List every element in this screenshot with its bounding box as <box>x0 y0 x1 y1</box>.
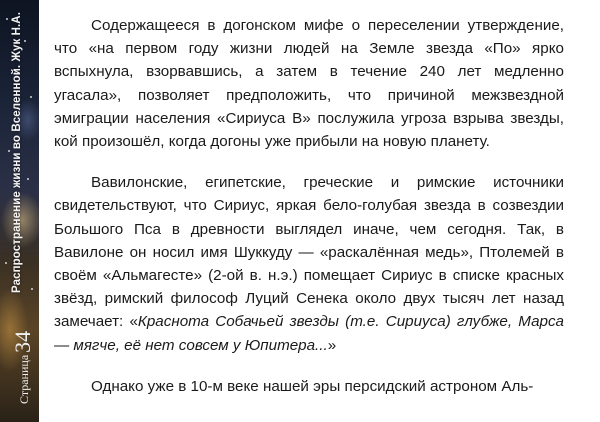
page-label: Страница <box>17 354 31 404</box>
decorative-side-strip <box>0 0 39 422</box>
paragraph <box>54 171 564 357</box>
page-number: 34 <box>10 330 35 353</box>
document-body <box>54 14 564 398</box>
paragraph-text: Вавилонские, египетские, греческие и римские источники свидетельствуют, что Сириус, яркая бело-голубая звезда в созвездии Большого Пса в древности выглядел иначе, чем сегодня. Так, в Вавилоне он носил имя Шуккуду — «раскалённая медь», Птолемей в своём «Альмагесте» (2-ой в. н.э.) помещает Сириус в списке красных звёзд, римский философ Луций Сенека около двух тысяч лет назад замечает: « <box>54 174 564 331</box>
running-title: Распространение жизни во Вселенной. Жук Н.А. <box>11 11 23 293</box>
paragraph: Содержащееся в догонском мифе о переселении утверждение, что «на первом году жизни людей на Земле звезда «По» ярко вспыхнула, взорвавшись, а затем в течение 240 лет медленно угасала», позволяет предположить, что причиной межзвездной эмиграции населения «Сириуса В» послужила угроза взрыва звезды, кой произошёл, когда догоны уже прибыли на новую планету. <box>54 17 564 151</box>
seneca-quote: Краснота Собачьей звезды (т.е. Сириуса) глубже, Марса — мягче, её нет совсем у Юпитера... <box>54 313 565 354</box>
page-number-label <box>10 331 36 404</box>
paragraph: Однако уже в 10-м веке нашей эры персидский астроном Аль- <box>91 377 534 395</box>
quote-close: » <box>327 336 337 354</box>
